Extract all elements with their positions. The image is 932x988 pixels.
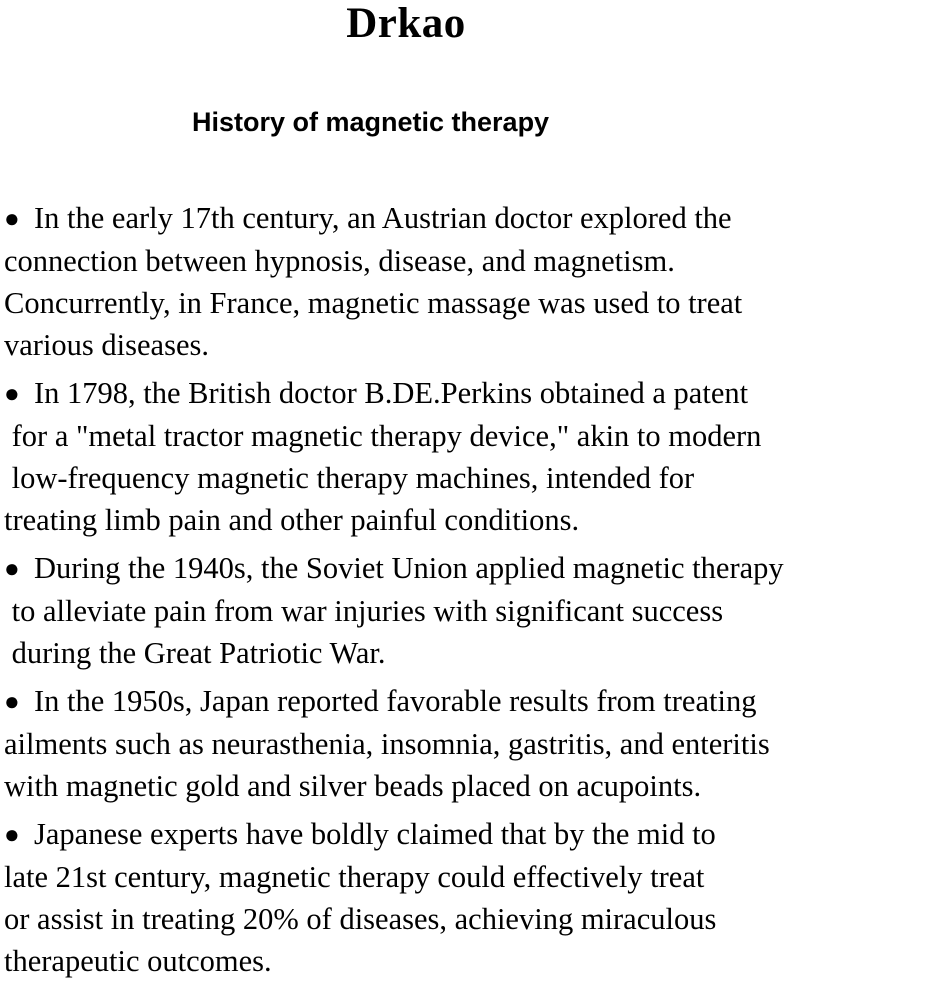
history-entry bbox=[4, 813, 930, 982]
entry-line: Concurrently, in France, magnetic massage was used to treat bbox=[4, 286, 743, 320]
entry-line: various diseases. bbox=[4, 328, 209, 362]
bullet-icon: ● bbox=[4, 379, 20, 408]
entry-line: during the Great Patriotic War. bbox=[4, 636, 386, 670]
entry-line: ● Japanese experts have boldly claimed that by the mid to bbox=[4, 813, 930, 856]
entry-line: ● During the 1940s, the Soviet Union applied magnetic therapy bbox=[4, 547, 930, 590]
history-entry bbox=[4, 680, 930, 807]
entry-line: treating limb pain and other painful conditions. bbox=[4, 503, 580, 537]
entry-line: ● In the 1950s, Japan reported favorable results from treating bbox=[4, 680, 930, 723]
entry-line: low-frequency magnetic therapy machines, intended for bbox=[4, 461, 695, 495]
history-list bbox=[4, 197, 930, 988]
entry-line: with magnetic gold and silver beads placed on acupoints. bbox=[4, 769, 702, 803]
history-entry bbox=[4, 197, 930, 366]
bullet-icon: ● bbox=[4, 204, 20, 233]
entry-line: ailments such as neurasthenia, insomnia, gastritis, and enteritis bbox=[4, 727, 770, 761]
entry-line: late 21st century, magnetic therapy could effectively treat bbox=[4, 860, 705, 894]
entry-line: ● In 1798, the British doctor B.DE.Perkins obtained a patent bbox=[4, 372, 930, 415]
page-heading: History of magnetic therapy bbox=[192, 107, 550, 137]
entry-line: or assist in treating 20% of diseases, achieving miraculous bbox=[4, 902, 717, 936]
bullet-icon: ● bbox=[4, 554, 20, 583]
entry-line: to alleviate pain from war injuries with significant success bbox=[4, 594, 724, 628]
entry-line: for a "metal tractor magnetic therapy device," akin to modern bbox=[4, 419, 762, 453]
history-entry bbox=[4, 372, 930, 541]
entry-line: connection between hypnosis, disease, and magnetism. bbox=[4, 244, 675, 278]
entry-line: therapeutic outcomes. bbox=[4, 944, 272, 978]
entry-line: ● In the early 17th century, an Austrian doctor explored the bbox=[4, 197, 930, 240]
bullet-icon: ● bbox=[4, 687, 20, 716]
bullet-icon: ● bbox=[4, 820, 20, 849]
brand-title: Drkao bbox=[346, 0, 466, 47]
history-entry bbox=[4, 547, 930, 674]
